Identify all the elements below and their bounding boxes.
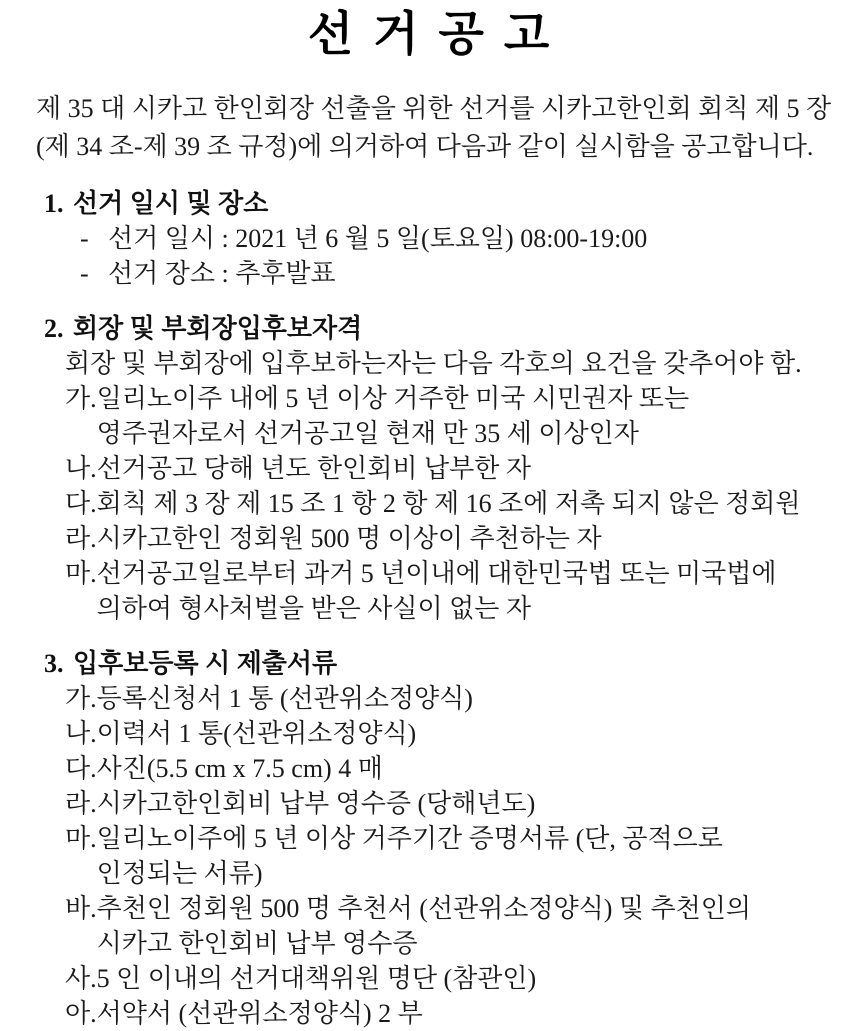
text-line: 인정되는 서류): [96, 859, 263, 888]
list-item: [65, 891, 821, 961]
section-heading: [36, 311, 821, 346]
item-marker: 나.: [65, 719, 97, 748]
dash-marker: -: [80, 224, 89, 253]
list-item-text: [97, 681, 821, 716]
item-marker: 사.: [65, 964, 97, 993]
text-line: 시카고한인회비 납부 영수증 (당해년도): [96, 789, 536, 818]
list-item: [65, 521, 821, 556]
section-body: [65, 221, 821, 291]
list-item: [65, 961, 821, 996]
text-line: 회칙 제 3 장 제 15 조 1 항 2 항 제 16 조에 저촉 되지 않은 정회원: [96, 489, 801, 518]
section-registration-documents: [36, 646, 821, 1031]
item-marker: 마.: [65, 824, 97, 853]
section-title: 회장 및 부회장입후보자격: [73, 314, 363, 343]
text-line: 의하여 형사처벌을 받은 사실이 없는 자: [96, 594, 531, 623]
list-item: [65, 556, 821, 626]
list-item-text: [97, 521, 821, 556]
list-item: [65, 486, 821, 521]
section-number: 2.: [44, 314, 64, 343]
section-candidate-qualifications: [36, 311, 821, 626]
text-line: 시카고 한인회비 납부 영수증: [96, 929, 418, 958]
item-marker: 아.: [65, 999, 97, 1028]
list-item-text: [97, 451, 821, 486]
section-title: 선거 일시 및 장소: [73, 189, 269, 218]
list-item-text: [97, 751, 821, 786]
text-line: 이력서 1 통(선관위소정양식): [96, 719, 417, 748]
intro-paragraph: [36, 90, 832, 166]
item-marker: 바.: [65, 894, 97, 923]
list-item: [65, 751, 821, 786]
text-line: 5 인 이내의 선거대책위원 명단 (참관인): [96, 964, 537, 993]
list-item: [65, 821, 821, 891]
text-line: 일리노이주 내에 5 년 이상 거주한 미국 시민권자 또는: [96, 384, 690, 413]
list-item-text: [97, 556, 821, 626]
intro-line: 제 35 대 시카고 한인회장 선출을 위한 선거를 시카고한인회 회칙 제 5 장: [36, 94, 832, 123]
text-line: 선거공고일로부터 과거 5 년이내에 대한민국법 또는 미국법에: [96, 559, 777, 588]
list-item: [80, 221, 821, 256]
list-item: [65, 681, 821, 716]
list-item-text: [97, 716, 821, 751]
item-marker: 가.: [65, 684, 97, 713]
section-number: 3.: [44, 649, 64, 678]
section-heading: [36, 646, 821, 681]
list-item-text: [97, 486, 821, 521]
list-item-text: [97, 786, 821, 821]
list-item: [80, 256, 821, 291]
text-line: 영주권자로서 선거공고일 현재 만 35 세 이상인자: [96, 419, 639, 448]
list-item: [65, 381, 821, 451]
list-item-text: [97, 381, 821, 451]
section-title: 입후보등록 시 제출서류: [73, 649, 338, 678]
item-marker: 라.: [65, 524, 97, 553]
list-item-text: [97, 891, 821, 961]
list-item-text: [108, 256, 821, 291]
dash-marker: -: [80, 259, 89, 288]
text-line: 일리노이주에 5 년 이상 거주기간 증명서류 (단, 공적으로: [96, 824, 723, 853]
text-line: 사진(5.5 cm x 7.5 cm) 4 매: [96, 754, 383, 783]
section-body: [65, 681, 821, 1031]
section-election-datetime-location: [36, 186, 821, 291]
section-body: [65, 346, 821, 626]
item-marker: 가.: [65, 384, 97, 413]
text-line: 시카고한인 정회원 500 명 이상이 추천하는 자: [96, 524, 602, 553]
item-marker: 라.: [65, 789, 97, 818]
document-title: 선거공고: [307, 7, 570, 62]
section-lead-text: 회장 및 부회장에 입후보하는자는 다음 각호의 요건을 갖추어야 함.: [65, 349, 802, 378]
list-item: [65, 786, 821, 821]
item-marker: 나.: [65, 454, 97, 483]
item-marker: 다.: [65, 754, 97, 783]
item-marker: 마.: [65, 559, 97, 588]
intro-line: (제 34 조-제 39 조 규정)에 의거하여 다음과 같이 실시함을 공고합니다.: [36, 132, 814, 161]
list-item-text: [97, 996, 821, 1031]
list-item: [65, 451, 821, 486]
text-line: 선거공고 당해 년도 한인회비 납부한 자: [96, 454, 531, 483]
list-item: [65, 716, 821, 751]
section-number: 1.: [44, 189, 64, 218]
text-line: 추천인 정회원 500 명 추천서 (선관위소정양식) 및 추천인의: [96, 894, 751, 923]
text-line: 서약서 (선관위소정양식) 2 부: [96, 999, 423, 1028]
section-heading: [36, 186, 821, 221]
list-item-text: [108, 221, 821, 256]
text-line: 선거 장소 : 추후발표: [108, 259, 336, 288]
list-item: [65, 996, 821, 1031]
item-marker: 다.: [65, 489, 97, 518]
text-line: 선거 일시 : 2021 년 6 월 5 일(토요일) 08:00-19:00: [108, 224, 648, 253]
list-item-text: [97, 821, 821, 891]
text-line: 등록신청서 1 통 (선관위소정양식): [96, 684, 473, 713]
list-item-text: [97, 961, 821, 996]
